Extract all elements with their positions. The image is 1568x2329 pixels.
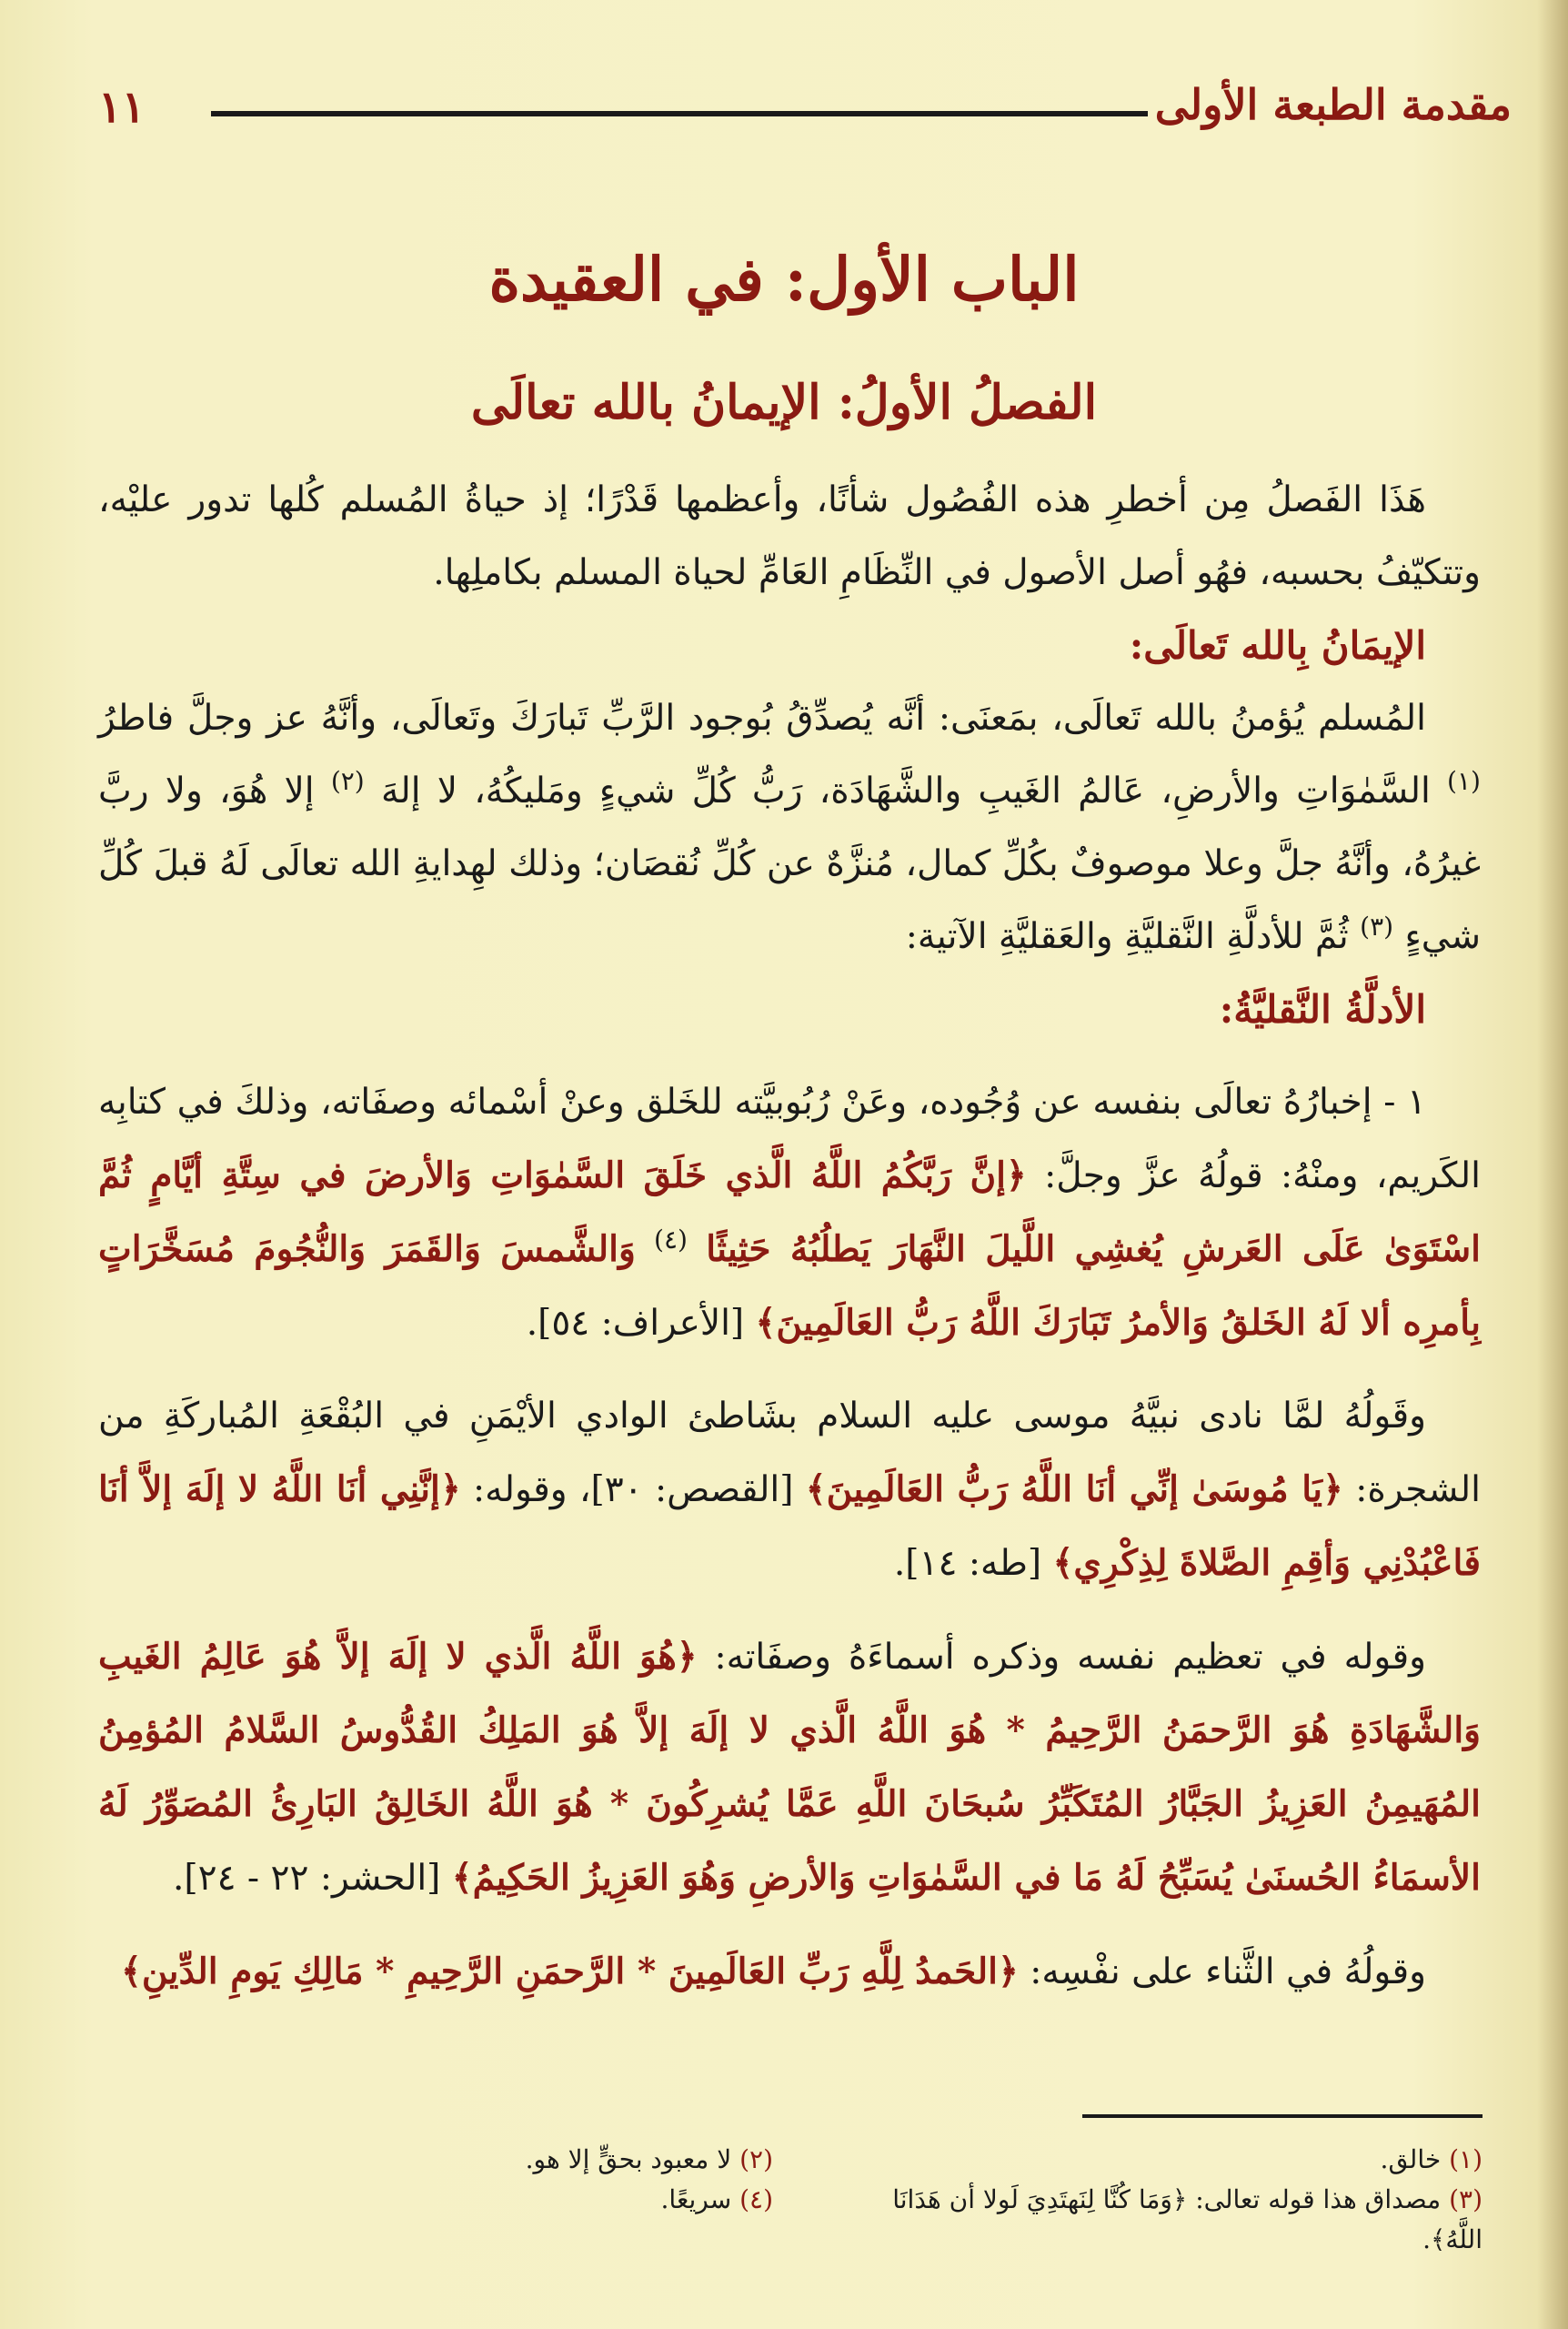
footnote-ref-1[interactable]: (١) xyxy=(1447,766,1481,796)
quran-verse: ﴿هُوَ اللَّهُ الَّذي لا إلَهَ إلاَّ هُوَ عَالِمُ الغَيبِ وَالشَّهَادَةِ هُوَ الرَّحمَنُ الرَّحِيمُ * هُوَ اللَّهُ الَّذي لا إلَهَ إلاَّ هُوَ المَلِكُ القُدُّوسُ السَّلامُ المُؤمِنُ المُهَيمِنُ العَزِيزُ الجَبَّارُ المُتَكَبِّرُ سُبحَانَ اللَّهِ عَمَّا يُشرِكُونَ * هُوَ اللَّهُ الخَالِقُ البَارِئُ المُصَوِّرُ لَهُ الأسمَاءُ الحُسنَىٰ يُسَبِّحُ لَهُ مَا في السَّمٰوَاتِ وَالأرضِ وَهُوَ العَزِيزُ الحَكِيمُ﴾ xyxy=(98,1636,1481,1899)
paragraph-iman xyxy=(98,682,1481,973)
verse-reference: [الحشر: ٢٢ - ٢٤]. xyxy=(173,1858,441,1899)
header-rule xyxy=(211,111,1148,116)
quran-verse: ﴿يَا مُوسَىٰ إنِّي أنَا اللَّهُ رَبُّ العَالَمِينَ﴾ xyxy=(805,1468,1343,1510)
paragraph-3 xyxy=(98,1620,1481,1915)
subheading-naqli: الأدلَّةُ النَّقليَّةُ: xyxy=(1219,987,1426,1032)
footnote-text: سريعًا. xyxy=(660,2184,732,2214)
intro-paragraph: هَذَا الفَصلُ مِن أخطرِ هذه الفُصُول شأنًا، وأعظمها قَدْرًا؛ إذ حياةُ المُسلم كُلها تدور عليْه، وتتكيّفُ بحسبه، فهُو أصل الأصول في النِّظَامِ العَامِّ لحياة المسلم بكاملِها. xyxy=(98,479,1481,593)
footnote-1 xyxy=(828,2140,1483,2180)
footnote-row xyxy=(118,2180,1483,2260)
footnote-ref-4[interactable]: (٤) xyxy=(654,1225,688,1255)
footnote-number: (٢) xyxy=(739,2144,773,2174)
text: إلا هُوَ، ولا ربَّ غيرُهُ، وأنَّهُ جلَّ وعلا موصوفٌ بكُلِّ كمال، مُنزَّهٌ عن كُلِّ نُقصَان؛ وذلك لهِدايةِ الله تعالَى لَهُ قبلَ كُلِّ شيءٍ xyxy=(98,771,1481,957)
subheading-iman: الإيمَانُ بِالله تَعالَى: xyxy=(1129,623,1426,668)
quran-verse: ﴿إنَّ رَبَّكُمُ اللَّهُ الَّذي خَلَقَ السَّمٰوَاتِ وَالأرضَ في سِتَّةِ أيَّامٍ ثُمَّ اسْتَوَىٰ عَلَى العَرشِ يُغشِي اللَّيلَ النَّهَارَ يَطلُبُهُ حَثِيثًا xyxy=(98,1154,1481,1270)
footnote-2 xyxy=(118,2140,773,2180)
footnote-row xyxy=(118,2140,1483,2180)
page-number: ١١ xyxy=(98,82,146,133)
footnote-number: (١) xyxy=(1449,2144,1483,2174)
paragraph-2 xyxy=(98,1380,1481,1600)
text: وقوله في تعظيم نفسه وذكره أسماءَهُ وصفَاته: xyxy=(714,1637,1426,1678)
section-title: الفصلُ الأولُ: الإيمانُ بالله تعالَى xyxy=(470,375,1098,430)
paragraph-1 xyxy=(98,1066,1481,1360)
text: ١ - إخبارُهُ تعالَى بنفسه عن وُجُوده، وعَنْ رُبُوبيَّته للخَلق وعنْ أسْمائه وصفَاته، وذلكَ في كتابِه الكَريم، ومنْهُ: قولُهُ عزَّ وجلَّ: xyxy=(98,1082,1481,1196)
verse-reference: [الأعراف: ٥٤]. xyxy=(526,1303,745,1344)
main-text xyxy=(98,464,1481,2009)
quran-verse: وَالشَّمسَ وَالقَمَرَ وَالنُّجُومَ مُسَخَّرَاتٍ بِأمرِه ألا لَهُ الخَلقُ وَالأمرُ تَبَارَكَ اللَّهُ رَبُّ العَالَمِينَ﴾ xyxy=(98,1228,1481,1344)
footnote-ref-2[interactable]: (٢) xyxy=(330,766,365,796)
footnote-3 xyxy=(828,2180,1483,2260)
text: المُسلم يُؤمنُ بالله تَعالَى، بمَعنَى: أنَّه يُصدِّقُ بُوجود الرَّبِّ تَبارَكَ وتَعالَى، وأنَّهُ عز وجلَّ فاطرُ xyxy=(98,698,1426,739)
chapter-title: الباب الأول: في العقيدة xyxy=(488,244,1080,315)
quran-verse: ﴿إنَّنِي أنَا اللَّهُ لا إلَهَ إلاَّ أنَا فَاعْبُدْنِي وَأقِمِ الصَّلاةَ لِذِكْرِي﴾ xyxy=(98,1468,1481,1584)
paragraph-4 xyxy=(98,1935,1481,2009)
text: ثُمَّ للأدلَّةِ النَّقليَّةِ والعَقليَّةِ الآتية: xyxy=(905,916,1349,957)
footnote-number: (٣) xyxy=(1449,2184,1483,2214)
footnote-text: خالق. xyxy=(1380,2144,1442,2174)
footnote-rule xyxy=(1082,2114,1483,2118)
footnote-4 xyxy=(118,2180,773,2260)
footnote-text: مصداق هذا قوله تعالى: ﴿وَمَا كُنَّا لِنَهتَدِيَ لَولا أن هَدَانَا اللَّهُ﴾. xyxy=(892,2184,1483,2254)
footnote-ref-3[interactable]: (٣) xyxy=(1360,912,1394,942)
text: وقَولُهُ لمَّا نادى نبيَّهُ موسى عليه السلام بشَاطئ الوادي الأيْمَنِ في البُقْعَةِ المُباركَةِ من الشجرة: xyxy=(98,1396,1481,1510)
verse-reference: [القصص: ٣٠]، وقوله: xyxy=(473,1469,794,1510)
text: السَّمٰوَاتِ والأرضِ، عَالمُ الغَيبِ والشَّهَادَة، رَبُّ كُلِّ شيءٍ ومَليكُهُ، لا إلهَ xyxy=(380,771,1431,812)
footnote-text: لا معبود بحقٍّ إلا هو. xyxy=(525,2144,732,2174)
quran-verse: ﴿الحَمدُ لِلَّهِ رَبِّ العَالَمِينَ * الرَّحمَنِ الرَّحِيمِ * مَالِكِ يَومِ الدِّينِ﴾ xyxy=(121,1951,1019,1992)
footnotes xyxy=(118,2140,1483,2260)
running-title: مقدمة الطبعة الأولى xyxy=(1154,80,1512,129)
page-binding-shadow xyxy=(1537,0,1568,2329)
verse-reference: [طه: ١٤]. xyxy=(893,1543,1042,1584)
text: وقولُهُ في الثَّناء على نفْسِه: xyxy=(1030,1951,1426,1992)
footnote-number: (٤) xyxy=(739,2184,773,2214)
